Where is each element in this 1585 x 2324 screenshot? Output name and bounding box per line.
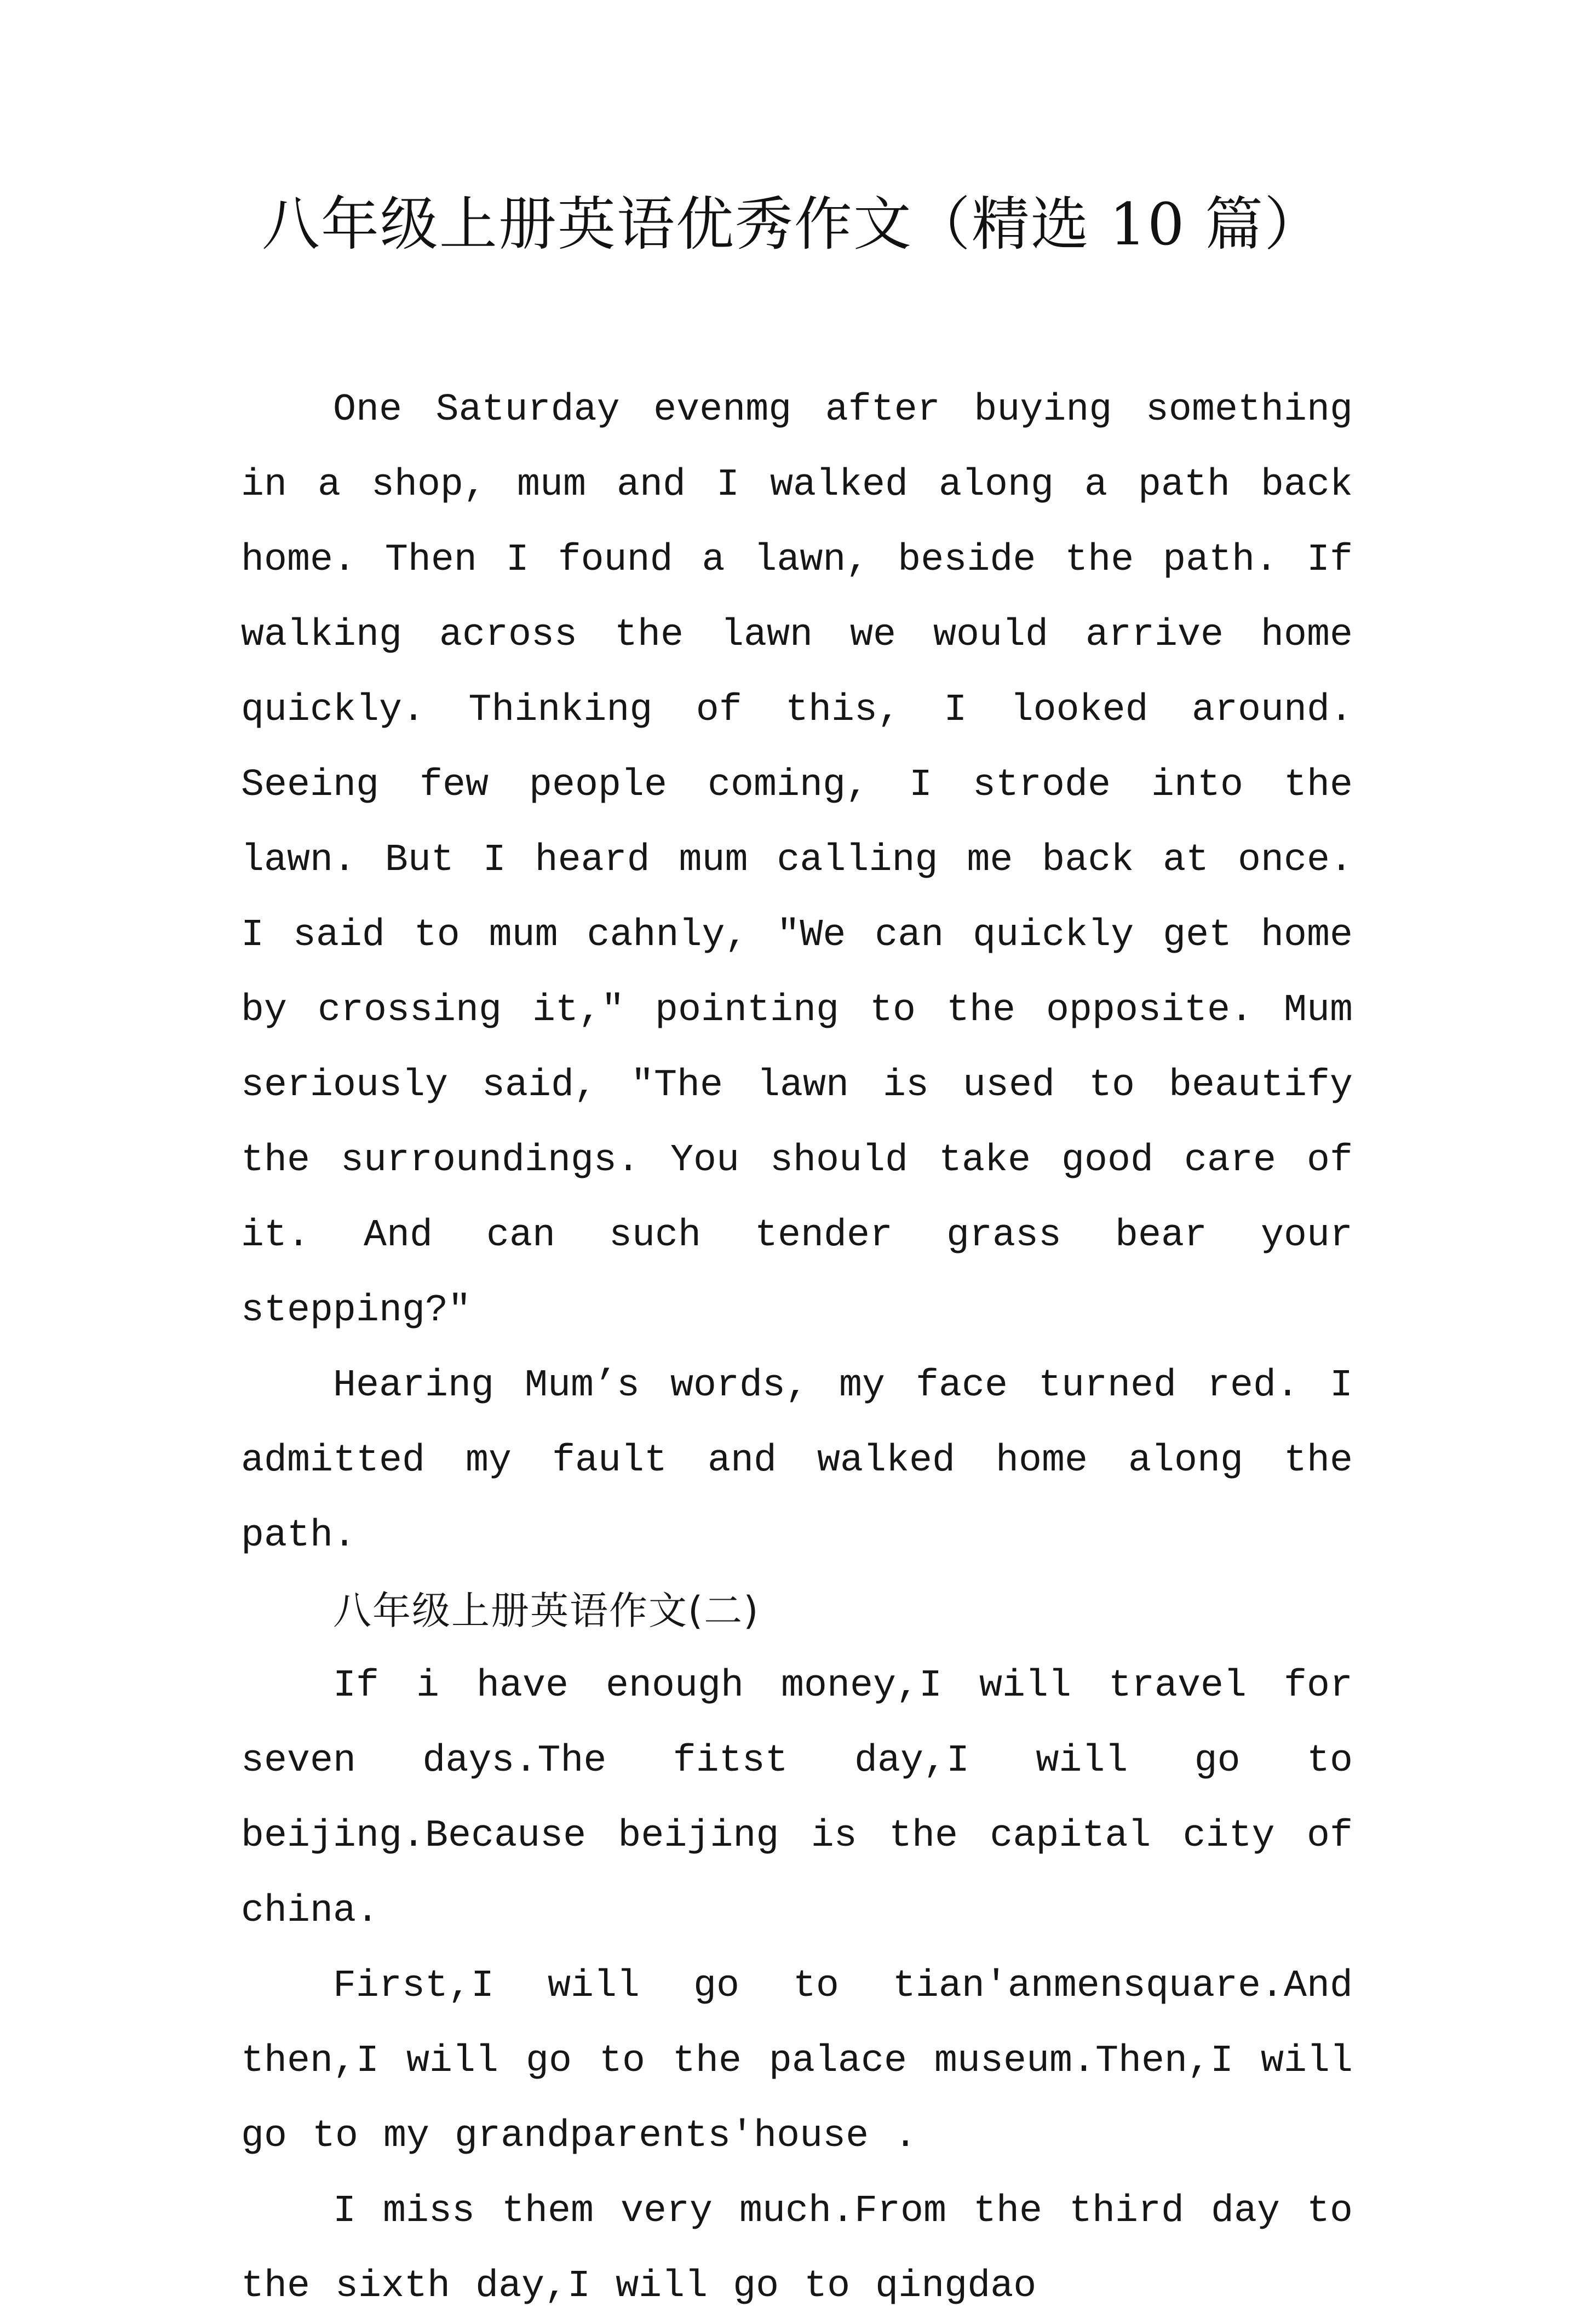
section-heading-essay-two: 八年级上册英语作文(二) bbox=[333, 1588, 760, 1633]
paragraph-qingdao: I miss them very much.From the third day to the sixth day,I will go to qingdao bbox=[241, 2190, 1353, 2308]
paragraph-travel-plan: If i have enough money,I will travel for seven days.The fitst day,I will go to beijing.Because beijing is the capital city of china. bbox=[241, 1664, 1353, 1933]
document-body bbox=[241, 373, 1353, 2324]
document-title: 八年级上册英语优秀作文（精选 10 篇） bbox=[261, 191, 1324, 258]
paragraph-beijing-visit: First,I will go to tian'anmensquare.And then,I will go to the palace museum.Then,I will go to my grandparents'house . bbox=[241, 1965, 1353, 2158]
paragraph-lawn-conclusion: Hearing Mum’s words, my face turned red. I admitted my fault and walked home along the path. bbox=[241, 1364, 1353, 1558]
paragraph-lawn-story: One Saturday evenmg after buying something in a shop, mum and I walked along a path back home. Then I found a lawn, beside the path. If walking across the lawn we would arrive home quickly. Thinking of this, I looked around. Seeing few people coming, I strode into the lawn. But I heard mum calling me back at once. I said to mum cahnly, "We can quickly get home by crossing it," pointing to the opposite. Mum seriously said, "The lawn is used to beautify the surroundings. You should take good care of it. And can such tender grass bear your stepping?" bbox=[241, 388, 1353, 1332]
